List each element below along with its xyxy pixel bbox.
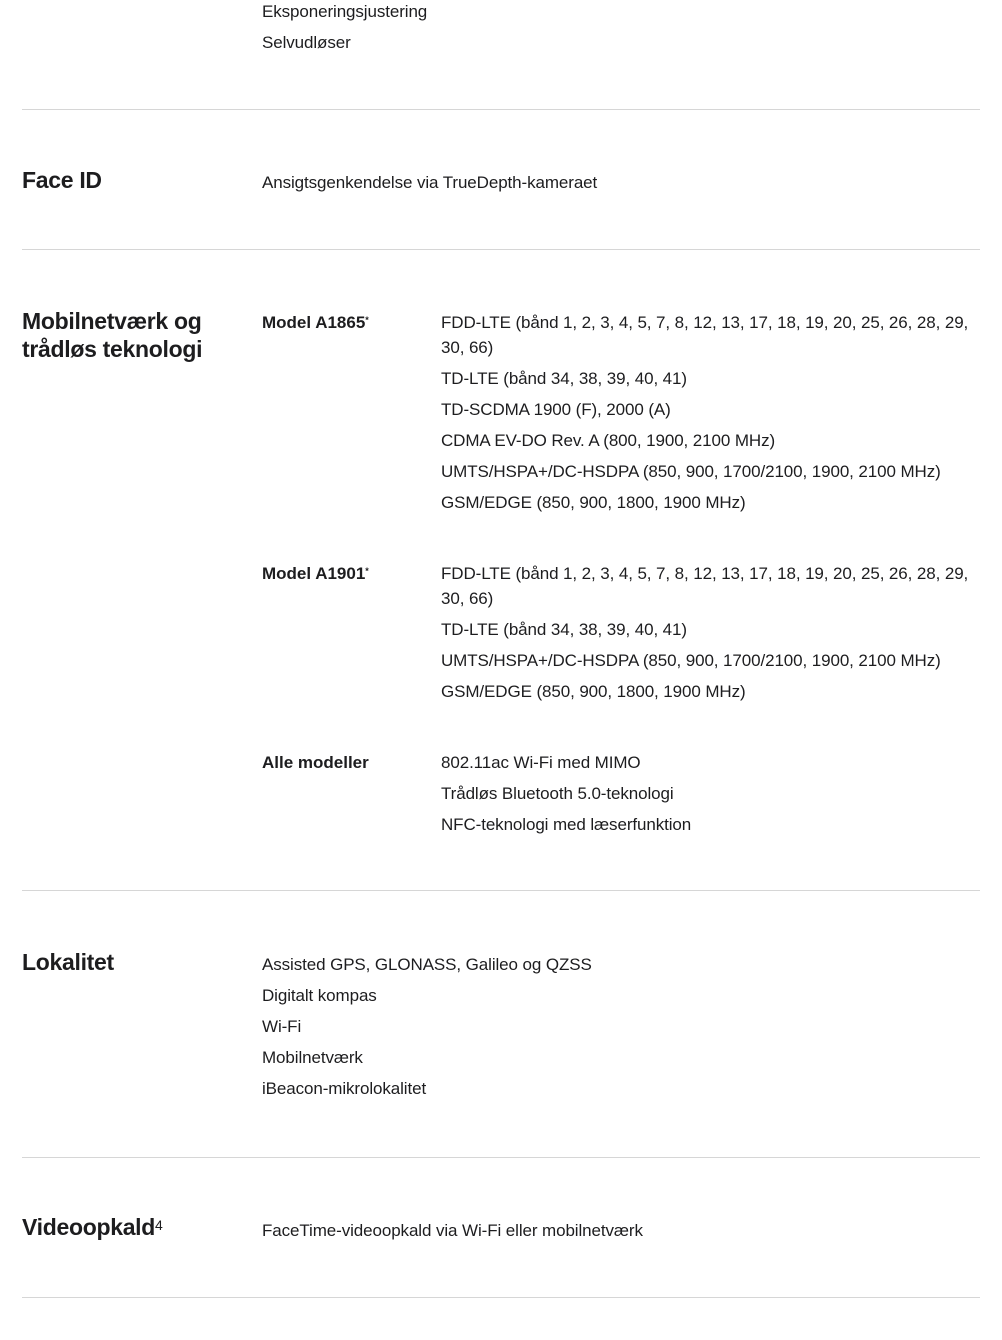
spec-line: TD-SCDMA 1900 (F), 2000 (A)	[441, 400, 671, 419]
location-item: Assisted GPS, GLONASS, Galileo og QZSS	[262, 955, 592, 974]
section-divider	[22, 109, 980, 110]
spec-line: Trådløs Bluetooth 5.0-teknologi	[441, 784, 674, 803]
camera-feature-item: Selvudløser	[262, 33, 351, 52]
spec-line: 30, 66)	[441, 589, 494, 608]
section-heading-location: Lokalitet	[22, 949, 114, 975]
section-divider	[22, 249, 980, 250]
section-heading-network	[22, 307, 202, 363]
footnote-mark: *	[365, 566, 369, 576]
footnote-link[interactable]: 4	[155, 1217, 163, 1233]
section-heading-face-id: Face ID	[22, 167, 102, 193]
spec-line: NFC-teknologi med læserfunktion	[441, 815, 692, 834]
spec-line: UMTS/HSPA+/DC-HSDPA (850, 900, 1700/2100, 1900, 2100 MHz)	[441, 651, 941, 670]
model-label-a1901	[262, 562, 369, 585]
spec-line: 802.11ac Wi-Fi med MIMO	[441, 753, 641, 772]
spec-line: TD-LTE (bånd 34, 38, 39, 40, 41)	[441, 620, 687, 639]
location-item: iBeacon-mikrolokalitet	[262, 1079, 427, 1098]
spec-list-all-models	[441, 751, 971, 844]
spec-line: GSM/EDGE (850, 900, 1800, 1900 MHz)	[441, 682, 746, 701]
face-id-description: Ansigtsgenkendelse via TrueDepth-kameraet	[262, 173, 598, 192]
model-label-all: Alle modeller	[262, 753, 369, 772]
spec-line: TD-LTE (bånd 34, 38, 39, 40, 41)	[441, 369, 687, 388]
section-divider	[22, 1157, 980, 1158]
footnote-mark: *	[365, 315, 369, 325]
location-list	[262, 953, 592, 1108]
spec-list-a1865	[441, 311, 971, 522]
spec-list-a1901	[441, 562, 971, 711]
location-item: Wi-Fi	[262, 1017, 302, 1036]
spec-line: 30, 66)	[441, 338, 494, 357]
location-item: Digitalt kompas	[262, 986, 377, 1005]
spec-line: FDD-LTE (bånd 1, 2, 3, 4, 5, 7, 8, 12, 13, 17, 18, 19, 20, 25, 26, 28, 29,	[441, 564, 969, 583]
model-label-a1865	[262, 311, 369, 334]
video-calls-description: FaceTime-videoopkald via Wi-Fi eller mobilnetværk	[262, 1221, 643, 1240]
model-name: Model A1901	[262, 564, 366, 583]
camera-feature-item: Eksponeringsjustering	[262, 2, 428, 21]
section-divider	[22, 890, 980, 891]
section-heading-video-calls	[22, 1213, 163, 1241]
spec-line: GSM/EDGE (850, 900, 1800, 1900 MHz)	[441, 493, 746, 512]
heading-text: Videoopkald	[22, 1214, 156, 1240]
heading-line: Mobilnetværk og	[22, 308, 202, 334]
location-item: Mobilnetværk	[262, 1048, 363, 1067]
spec-line: CDMA EV-DO Rev. A (800, 1900, 2100 MHz)	[441, 431, 776, 450]
spec-line: FDD-LTE (bånd 1, 2, 3, 4, 5, 7, 8, 12, 13, 17, 18, 19, 20, 25, 26, 28, 29,	[441, 313, 969, 332]
spec-line: UMTS/HSPA+/DC-HSDPA (850, 900, 1700/2100, 1900, 2100 MHz)	[441, 462, 941, 481]
section-divider	[22, 1297, 980, 1298]
heading-line: trådløs teknologi	[22, 336, 203, 362]
model-name: Model A1865	[262, 313, 366, 332]
